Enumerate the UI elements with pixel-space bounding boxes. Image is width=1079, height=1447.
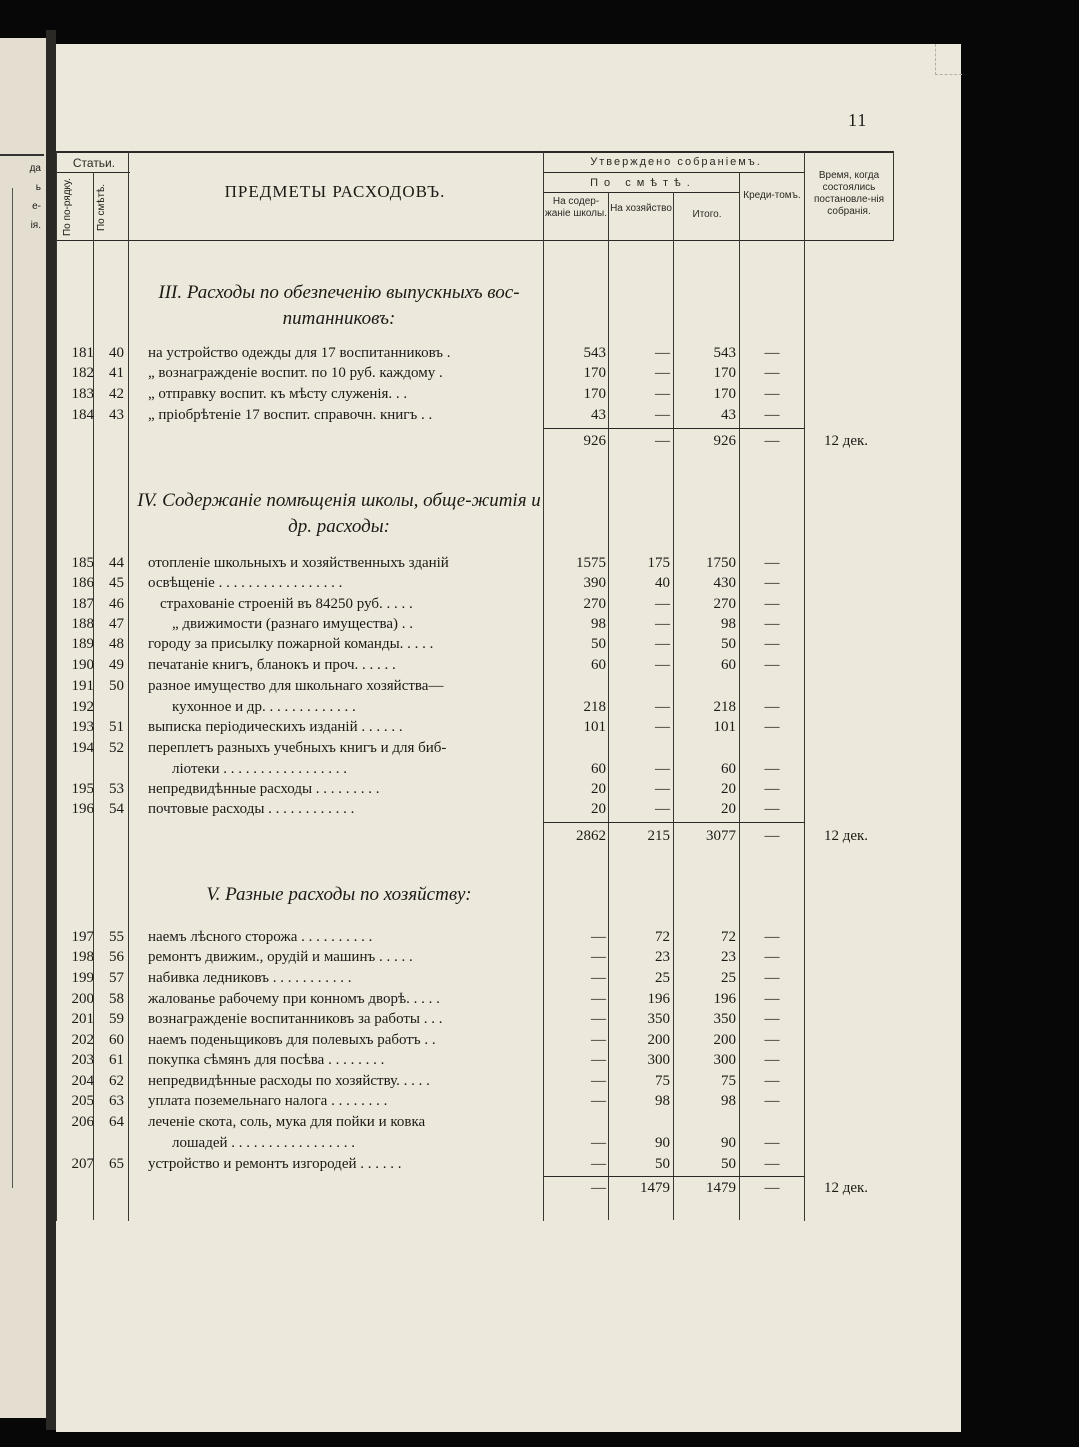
row-hozyaistvo: 175	[647, 555, 670, 571]
row-text: „ движимости (разнаго имущества) . .	[172, 616, 414, 632]
row-text: наемъ поденьщиковъ для полевыхъ работъ . .	[148, 1032, 436, 1048]
row-itogo: 300	[713, 1052, 736, 1068]
row-smeta: 47	[109, 616, 124, 632]
header-po-poryadku: По по-рядку.	[62, 178, 73, 236]
col-rule-kreditom	[804, 151, 805, 1221]
row-smeta: 49	[109, 657, 124, 673]
row-itogo: 20	[721, 801, 736, 817]
header-po-smete: По смѣтѣ.	[96, 183, 107, 231]
total-hozyaistvo: 1479	[640, 1180, 670, 1196]
row-hozyaistvo: —	[655, 616, 670, 632]
row-hozyaistvo: 50	[655, 1156, 670, 1172]
row-number: 183	[71, 386, 94, 402]
row-hozyaistvo: —	[655, 781, 670, 797]
row-smeta: 42	[109, 386, 124, 402]
col-rule-itogo	[739, 172, 740, 1220]
row-hozyaistvo: —	[655, 596, 670, 612]
col-rule-right	[893, 151, 894, 241]
row-text: наемъ лѣсного сторожа . . . . . . . . . .	[148, 929, 373, 945]
row-number: 186	[71, 575, 94, 591]
row-hozyaistvo: —	[655, 345, 670, 361]
row-kreditom: —	[764, 616, 780, 632]
row-text: жалованье рабочему при конномъ дворѣ. . . . .	[148, 991, 440, 1007]
row-hozyaistvo: 200	[647, 1032, 670, 1048]
row-smeta: 54	[109, 801, 124, 817]
row-smeta: 52	[109, 740, 124, 756]
row-kreditom: —	[764, 949, 780, 965]
row-itogo: 60	[721, 761, 736, 777]
row-smeta: 43	[109, 407, 124, 423]
row-text: ремонтъ движим., орудій и машинъ . . . . .	[148, 949, 413, 965]
row-smeta: 63	[109, 1093, 124, 1109]
row-number: 206	[71, 1114, 94, 1130]
left-fragment-2: ь	[35, 182, 41, 193]
row-kreditom: —	[764, 1093, 780, 1109]
row-number: 187	[71, 596, 94, 612]
row-soderzhanie: 60	[591, 761, 606, 777]
row-itogo: 50	[721, 1156, 736, 1172]
header-bottom-rule	[56, 240, 894, 241]
total-kreditom: —	[764, 1180, 780, 1196]
row-soderzhanie: —	[591, 1032, 606, 1048]
row-text: лошадей . . . . . . . . . . . . . . . . .	[172, 1135, 356, 1151]
row-hozyaistvo: —	[655, 801, 670, 817]
page-number: 11	[848, 110, 868, 130]
row-number: 191	[71, 678, 94, 694]
row-number: 207	[71, 1156, 94, 1172]
row-itogo: 25	[721, 970, 736, 986]
row-hozyaistvo: —	[655, 657, 670, 673]
row-hozyaistvo: —	[655, 407, 670, 423]
row-number: 184	[71, 407, 94, 423]
row-itogo: 1750	[706, 555, 736, 571]
total-itogo: 3077	[706, 828, 736, 844]
col-rule-text	[543, 151, 544, 1221]
row-text: страхованіе строеній въ 84250 руб. . . . .	[160, 596, 413, 612]
row-kreditom: —	[764, 407, 780, 423]
row-smeta: 50	[109, 678, 124, 694]
left-fragment-1: да	[29, 163, 41, 174]
row-soderzhanie: —	[591, 1073, 606, 1089]
left-page-edge	[0, 38, 48, 1418]
row-hozyaistvo: 72	[655, 929, 670, 945]
row-hozyaistvo: —	[655, 365, 670, 381]
row-text: „ пріобрѣтеніе 17 воспит. справочн. книгъ . .	[148, 407, 433, 423]
total-soderzhanie: 926	[583, 433, 606, 449]
row-hozyaistvo: 25	[655, 970, 670, 986]
section-heading: V. Разные расходы по хозяйству:	[206, 884, 472, 905]
page-corner-mark	[935, 44, 962, 75]
row-kreditom: —	[764, 991, 780, 1007]
row-smeta: 64	[109, 1114, 124, 1130]
row-hozyaistvo: 40	[655, 575, 670, 591]
row-smeta: 51	[109, 719, 124, 735]
row-number: 185	[71, 555, 94, 571]
row-number: 190	[71, 657, 94, 673]
row-itogo: 270	[713, 596, 736, 612]
row-itogo: 50	[721, 636, 736, 652]
row-kreditom: —	[764, 970, 780, 986]
row-smeta: 59	[109, 1011, 124, 1027]
row-number: 202	[71, 1032, 94, 1048]
header-vremya: Время, когда состоялись постановле-нія собранія.	[813, 170, 885, 217]
row-smeta: 41	[109, 365, 124, 381]
row-soderzhanie: —	[591, 991, 606, 1007]
total-itogo: 1479	[706, 1180, 736, 1196]
row-smeta: 65	[109, 1156, 124, 1172]
row-soderzhanie: 543	[583, 345, 606, 361]
row-smeta: 40	[109, 345, 124, 361]
row-number: 201	[71, 1011, 94, 1027]
row-itogo: 218	[713, 699, 736, 715]
row-kreditom: —	[764, 386, 780, 402]
row-kreditom: —	[764, 699, 780, 715]
total-date: 12 дек.	[823, 433, 869, 449]
row-smeta: 44	[109, 555, 124, 571]
header-utverzhdeno: Утверждено собраніемъ.	[590, 156, 762, 168]
row-itogo: 20	[721, 781, 736, 797]
row-text: переплетъ разныхъ учебныхъ книгъ и для биб-	[148, 740, 447, 756]
row-kreditom: —	[764, 365, 780, 381]
row-hozyaistvo: 23	[655, 949, 670, 965]
row-hozyaistvo: —	[655, 636, 670, 652]
row-soderzhanie: 390	[583, 575, 606, 591]
header-itogo: Итого.	[692, 209, 722, 220]
row-itogo: 90	[721, 1135, 736, 1151]
row-number: 198	[71, 949, 94, 965]
row-soderzhanie: —	[591, 1011, 606, 1027]
row-kreditom: —	[764, 1156, 780, 1172]
total-hozyaistvo: 215	[647, 828, 670, 844]
row-number: 197	[71, 929, 94, 945]
row-text: покупка сѣмянъ для посѣва . . . . . . . .	[148, 1052, 385, 1068]
row-smeta: 61	[109, 1052, 124, 1068]
header-na-hozyaistvo: На хозяйство	[610, 203, 672, 214]
row-number: 192	[71, 699, 94, 715]
row-itogo: 98	[721, 616, 736, 632]
total-itogo: 926	[713, 433, 736, 449]
row-number: 195	[71, 781, 94, 797]
row-text: печатаніе книгъ, бланокъ и проч. . . . . .	[148, 657, 396, 673]
row-text: на устройство одежды для 17 воспитанниковъ .	[148, 345, 451, 361]
row-text: выписка періодическихъ изданій . . . . . .	[148, 719, 403, 735]
left-fragment-3: е-	[32, 201, 41, 212]
row-kreditom: —	[764, 761, 780, 777]
row-soderzhanie: 218	[583, 699, 606, 715]
row-itogo: 196	[713, 991, 736, 1007]
row-soderzhanie: 170	[583, 365, 606, 381]
book-gutter	[46, 30, 56, 1430]
row-hozyaistvo: 350	[647, 1011, 670, 1027]
row-kreditom: —	[764, 636, 780, 652]
header-statyi: Статьи.	[72, 156, 116, 170]
row-soderzhanie: 20	[591, 781, 606, 797]
po-smete-rule	[543, 192, 740, 193]
total-soderzhanie: —	[591, 1180, 606, 1196]
section-heading: IV. Содержаніе помѣщенія школы, обще-житія и др. расходы:	[137, 490, 541, 537]
row-number: 200	[71, 991, 94, 1007]
row-soderzhanie: —	[591, 1093, 606, 1109]
row-text: „ отправку воспит. къ мѣсту служенія. . .	[148, 386, 408, 402]
row-number: 199	[71, 970, 94, 986]
row-hozyaistvo: 196	[647, 991, 670, 1007]
col-rule-hozyaistvo	[673, 192, 674, 1220]
total-kreditom: —	[764, 433, 780, 449]
row-itogo: 43	[721, 407, 736, 423]
col-rule-smete	[128, 151, 129, 1221]
row-itogo: 60	[721, 657, 736, 673]
table-top-rule	[56, 151, 894, 153]
row-soderzhanie: 270	[583, 596, 606, 612]
row-soderzhanie: —	[591, 1135, 606, 1151]
row-kreditom: —	[764, 781, 780, 797]
total-hozyaistvo: —	[655, 433, 670, 449]
total-soderzhanie: 2862	[576, 828, 606, 844]
row-smeta: 57	[109, 970, 124, 986]
row-kreditom: —	[764, 575, 780, 591]
left-fragment-4: ія.	[30, 220, 41, 231]
row-itogo: 350	[713, 1011, 736, 1027]
row-smeta: 45	[109, 575, 124, 591]
row-kreditom: —	[764, 801, 780, 817]
row-soderzhanie: —	[591, 929, 606, 945]
header-kreditom: Креди-томъ.	[743, 190, 801, 201]
row-kreditom: —	[764, 1073, 780, 1089]
row-soderzhanie: 20	[591, 801, 606, 817]
total-date: 12 дек.	[823, 1180, 869, 1196]
subtotal-rule	[543, 1176, 805, 1177]
row-smeta: 62	[109, 1073, 124, 1089]
row-kreditom: —	[764, 596, 780, 612]
total-date: 12 дек.	[823, 828, 869, 844]
row-soderzhanie: —	[591, 970, 606, 986]
row-number: 188	[71, 616, 94, 632]
row-text: отопленіе школьныхъ и хозяйственныхъ зданій	[148, 555, 449, 571]
row-text: набивка ледниковъ . . . . . . . . . . .	[148, 970, 352, 986]
row-smeta: 53	[109, 781, 124, 797]
total-kreditom: —	[764, 828, 780, 844]
row-text: освѣщеніе . . . . . . . . . . . . . . . . .	[148, 575, 343, 591]
row-kreditom: —	[764, 719, 780, 735]
row-soderzhanie: 60	[591, 657, 606, 673]
row-itogo: 543	[713, 345, 736, 361]
left-page-fragment	[0, 154, 44, 1356]
row-number: 189	[71, 636, 94, 652]
row-kreditom: —	[764, 1135, 780, 1151]
row-soderzhanie: 1575	[576, 555, 606, 571]
row-number: 196	[71, 801, 94, 817]
row-kreditom: —	[764, 929, 780, 945]
row-kreditom: —	[764, 555, 780, 571]
row-hozyaistvo: —	[655, 386, 670, 402]
row-number: 205	[71, 1093, 94, 1109]
header-na-soderzhanie: На содер-жаніе школы.	[545, 196, 607, 219]
row-soderzhanie: 170	[583, 386, 606, 402]
row-smeta: 48	[109, 636, 124, 652]
row-number: 182	[71, 365, 94, 381]
row-hozyaistvo: 300	[647, 1052, 670, 1068]
left-page-rule	[12, 188, 13, 1188]
row-text: разное имущество для школьнаго хозяйства—	[148, 678, 444, 694]
row-itogo: 72	[721, 929, 736, 945]
row-soderzhanie: 98	[591, 616, 606, 632]
utverzhdeno-rule	[543, 172, 805, 173]
row-number: 204	[71, 1073, 94, 1089]
row-soderzhanie: —	[591, 949, 606, 965]
row-smeta: 60	[109, 1032, 124, 1048]
row-smeta: 58	[109, 991, 124, 1007]
row-number: 203	[71, 1052, 94, 1068]
row-itogo: 200	[713, 1032, 736, 1048]
row-itogo: 101	[713, 719, 736, 735]
row-text: уплата поземельнаго налога . . . . . . . .	[148, 1093, 388, 1109]
row-itogo: 75	[721, 1073, 736, 1089]
row-itogo: 430	[713, 575, 736, 591]
row-hozyaistvo: —	[655, 719, 670, 735]
row-text: кухонное и др. . . . . . . . . . . . .	[172, 699, 356, 715]
section-heading: III. Расходы по обезпеченію выпускныхъ вос-питанниковъ:	[158, 282, 520, 329]
row-text: устройство и ремонтъ изгородей . . . . . .	[148, 1156, 402, 1172]
row-smeta: 55	[109, 929, 124, 945]
row-text: почтовые расходы . . . . . . . . . . . .	[148, 801, 355, 817]
row-soderzhanie: 101	[583, 719, 606, 735]
row-hozyaistvo: 90	[655, 1135, 670, 1151]
row-hozyaistvo: —	[655, 699, 670, 715]
row-soderzhanie: 43	[591, 407, 606, 423]
row-text: непредвидѣнные расходы по хозяйству. . . . .	[148, 1073, 430, 1089]
row-text: леченіе скота, соль, мука для пойки и ковка	[148, 1114, 426, 1130]
row-kreditom: —	[764, 1011, 780, 1027]
row-soderzhanie: —	[591, 1052, 606, 1068]
subtotal-rule	[543, 822, 805, 823]
header-po-smete-group: По смѣтѣ.	[590, 177, 696, 189]
row-hozyaistvo: 98	[655, 1093, 670, 1109]
row-text: городу за присылку пожарной команды. . . . .	[148, 636, 434, 652]
table-title: ПРЕДМЕТЫ РАСХОДОВЪ.	[224, 182, 446, 201]
row-itogo: 170	[713, 386, 736, 402]
row-itogo: 170	[713, 365, 736, 381]
row-number: 181	[71, 345, 94, 361]
row-soderzhanie: 50	[591, 636, 606, 652]
row-hozyaistvo: 75	[655, 1073, 670, 1089]
row-kreditom: —	[764, 345, 780, 361]
row-kreditom: —	[764, 657, 780, 673]
row-smeta: 56	[109, 949, 124, 965]
row-kreditom: —	[764, 1052, 780, 1068]
col-rule-soderzhanie	[608, 192, 609, 1220]
subtotal-rule	[543, 428, 805, 429]
row-kreditom: —	[764, 1032, 780, 1048]
row-soderzhanie: —	[591, 1156, 606, 1172]
row-hozyaistvo: —	[655, 761, 670, 777]
row-itogo: 98	[721, 1093, 736, 1109]
row-text: ліотеки . . . . . . . . . . . . . . . . .	[172, 761, 347, 777]
row-number: 194	[71, 740, 94, 756]
row-itogo: 23	[721, 949, 736, 965]
row-text: непредвидѣнные расходы . . . . . . . . .	[148, 781, 380, 797]
row-text: вознагражденіе воспитанниковъ за работы . . .	[148, 1011, 443, 1027]
row-smeta: 46	[109, 596, 124, 612]
row-number: 193	[71, 719, 94, 735]
row-text: „ вознагражденіе воспит. по 10 руб. каждому .	[148, 365, 443, 381]
